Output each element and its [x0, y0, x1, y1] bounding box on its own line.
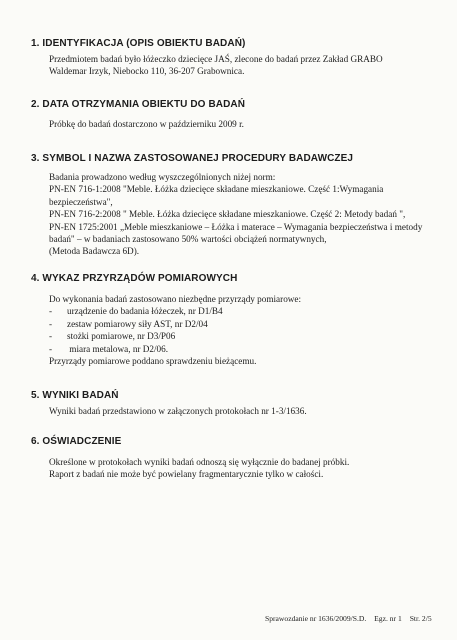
- dash-bullet-icon: -: [49, 318, 53, 329]
- list-item-text: zestaw pomiarowy siły AST, nr D2/04: [67, 318, 208, 329]
- list-item: [49, 343, 301, 355]
- section-2-heading: 2. DATA OTRZYMANIA OBIEKTU DO BADAŃ: [31, 99, 246, 110]
- list-item-text: stożki pomiarowe, nr D3/P06: [67, 331, 176, 342]
- section-2-line-1: Próbkę do badań dostarczono w październiku 2009 r.: [49, 119, 244, 129]
- list-item: [49, 305, 301, 317]
- section-6-line-1: Określone w protokołach wyniki badań odnoszą się wyłącznie do badanej próbki.: [49, 457, 350, 467]
- section-3-heading: 3. SYMBOL I NAZWA ZASTOSOWANEJ PROCEDURY BADAWCZEJ: [31, 153, 354, 164]
- section-3-line-4: PN-EN 716-2:2008 " Meble. Łóżka dziecięce składane mieszkaniowe. Część 2: Metody badań ",: [49, 209, 406, 220]
- page-footer: [265, 614, 432, 623]
- section-3-line-3: bezpieczeństwa",: [49, 196, 113, 207]
- dash-bullet-icon: -: [49, 306, 53, 317]
- footer-copy-number: Egz. nr 1: [374, 614, 402, 623]
- section-3-line-2: PN-EN 716-1:2008 "Meble. Łóżka dziecięce składane mieszkaniowe. Część 1:Wymagania: [49, 184, 384, 195]
- section-5-body: [49, 405, 307, 417]
- section-6-heading: 6. OŚWIADCZENIE: [31, 436, 122, 447]
- section-6-line-2: Raport z badań nie może być powielany fragmentarycznie tylko w całości.: [49, 469, 324, 480]
- footer-page-number: Str. 2/5: [409, 614, 432, 623]
- section-1-line-1: Przedmiotem badań było łóżeczko dziecięce JAŚ, zlecone do badań przez Zakład GRABO: [49, 54, 383, 64]
- section-4-intro: Do wykonania badań zastosowano niezbędne przyrządy pomiarowe:: [49, 294, 302, 304]
- section-3-body: [49, 171, 422, 258]
- list-item: [49, 318, 301, 330]
- section-4-body: [49, 293, 301, 367]
- section-5-heading: 5. WYNIKI BADAŃ: [31, 390, 119, 401]
- section-6-body: [49, 456, 349, 481]
- section-5-line-1: Wyniki badań przedstawiono w załączonych protokołach nr 1-3/1636.: [49, 406, 307, 416]
- section-4-outro: Przyrządy pomiarowe poddano sprawdzeniu bieżącemu.: [49, 355, 257, 366]
- section-1-heading: 1. IDENTYFIKACJA (OPIS OBIEKTU BADAŃ): [31, 38, 246, 49]
- instrument-list: [49, 305, 301, 355]
- list-item-text: miara metalowa, nr D2/06.: [67, 343, 169, 354]
- list-item-text: urządzenie do badania łóżeczek, nr D1/B4: [67, 306, 223, 317]
- list-item: [49, 330, 301, 342]
- section-3-line-5: PN-EN 1725:2001 „Meble mieszkaniowe – Łóżka i materace – Wymagania bezpieczeństwa i metody: [49, 221, 423, 232]
- section-1-line-2: Waldemar Irzyk, Niebocko 110, 36-207 Grabownica.: [49, 66, 245, 77]
- footer-report-number: Sprawozdanie nr 1636/2009/S.D.: [265, 614, 367, 623]
- section-1-body: [49, 53, 383, 78]
- dash-bullet-icon: -: [49, 343, 53, 354]
- section-3-line-7: (Metoda Badawcza 6D).: [49, 246, 140, 257]
- section-4-heading: 4. WYKAZ PRZYRZĄDÓW POMIAROWYCH: [31, 273, 238, 284]
- dash-bullet-icon: -: [49, 331, 53, 342]
- section-3-line-1: Badania prowadzono według wyszczególnionych niżej norm:: [49, 172, 276, 182]
- section-2-body: [49, 118, 244, 130]
- section-3-line-6: badań" – w badaniach zastosowano 50% wartości obciążeń normatywnych,: [49, 233, 327, 244]
